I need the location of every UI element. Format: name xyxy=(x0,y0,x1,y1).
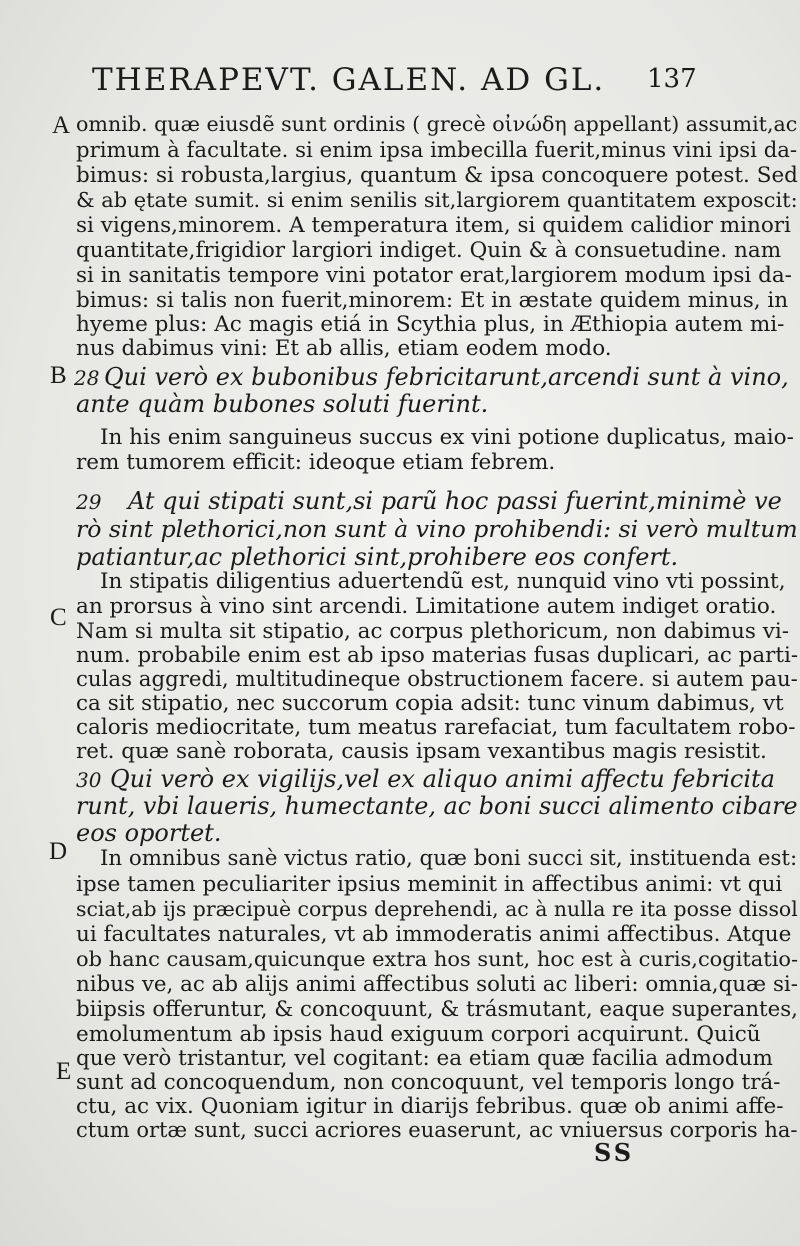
comment-line: emolumentum ab ipsis haud exiguum corpori acquirunt. Quicũ xyxy=(76,1022,761,1047)
text-line: & ab ętate sumit. si enim senilis sit,largiorem quantitatem exposcit: xyxy=(76,188,798,212)
comment-line: rem tumorem efficit: ideoque etiam febrem. xyxy=(76,450,556,475)
comment-line: ipse tamen peculiariter ipsius meminit in affectibus animi: vt qui xyxy=(76,872,783,897)
comment-line: culas aggredi, multitudineque obstructionem facere. si autem pau- xyxy=(76,667,798,692)
comment-line: ctum ortæ sunt, succi acriores euaserunt, ac vniuersus corporis ha- xyxy=(76,1118,798,1142)
text-line: omnib. quæ eiusdẽ sunt ordinis ( grecè οἰνώδη appellant) assumit,ac xyxy=(76,112,798,136)
aphorism-number: 30 xyxy=(76,768,102,792)
margin-letter-e: E xyxy=(56,1058,72,1085)
text-line: bimus: si robusta,largius, quantum & ipsa concoquere potest. Sed xyxy=(76,163,798,188)
comment-line: In his enim sanguineus succus ex vini potione duplicatus, maio- xyxy=(100,425,794,450)
comment-line: ob hanc causam,quicunque extra hos sunt, hoc est à curis,cogitatio- xyxy=(76,947,799,971)
comment-line: biipsis offeruntur, & concoquunt, & trásmutant, eaque superantes, xyxy=(76,997,798,1022)
comment-line: sciat,ab ijs præcipuè corpus deprehendi, ac à nulla re ita posse dissol xyxy=(76,897,798,921)
running-title: THERAPEVT. GALEN. AD GL. xyxy=(92,62,606,98)
aphorism-line: runt, vbi laueris, humectante, ac boni succi alimento cibare xyxy=(76,792,798,820)
text-line: bimus: si talis non fuerit,minorem: Et in æstate quidem minus, in xyxy=(76,288,789,313)
comment-line: an prorsus à vino sint arcendi. Limitatione autem indiget oratio. xyxy=(76,594,777,619)
margin-letter-c: C xyxy=(50,604,67,631)
signature-mark: SS xyxy=(594,1138,635,1167)
aphorism-number: 29 xyxy=(76,490,102,514)
comment-line: In stipatis diligentius aduertendũ est, nunquid vino vti possint, xyxy=(100,569,786,594)
margin-letter-d: D xyxy=(49,838,68,865)
text-line: nus dabimus vini: Et ab allis, etiam eodem modo. xyxy=(76,336,612,361)
comment-line: caloris mediocritate, tum meatus rarefaciat, tum facultatem robo- xyxy=(76,715,796,740)
comment-line: ctu, ac vix. Quoniam igitur in diarijs febribus. quæ ob animi affe- xyxy=(76,1094,784,1119)
aphorism-line: patiantur,ac plethorici sint,prohibere eos confert. xyxy=(76,543,679,571)
comment-line: num. probabile enim est ab ipso materias fusas duplicari, ac parti- xyxy=(76,643,799,668)
aphorism-line: ante quàm bubones soluti fuerint. xyxy=(76,390,489,418)
text-line: si in sanitatis tempore vini potator erat,largiorem modum ipsi da- xyxy=(76,263,792,288)
comment-line: ret. quæ sanè roborata, causis ipsam vexantibus magis resistit. xyxy=(76,739,767,764)
margin-letter-b: B xyxy=(50,362,67,389)
aphorism-line: Qui verò ex vigilijs,vel ex aliquo animi affectu febricita xyxy=(110,765,775,793)
text-line: si vigens,minorem. A temperatura item, si quidem calidior minori xyxy=(76,213,791,238)
comment-line: Nam si multa sit stipatio, ac corpus plethoricum, non dabimus vi- xyxy=(76,619,790,644)
running-header xyxy=(92,62,697,98)
margin-letter-a: A xyxy=(52,112,71,139)
aphorism-number: 28 xyxy=(74,366,100,390)
text-line: hyeme plus: Ac magis etiá in Scythia plus, in Æthiopia autem mi- xyxy=(76,312,785,337)
aphorism-line: eos oportet. xyxy=(76,819,222,847)
comment-line: ca sit stipatio, nec succorum copia adsit: tunc vinum dabimus, vt xyxy=(76,691,784,716)
comment-line: ui facultates naturales, vt ab immoderatis animi affectibus. Atque xyxy=(76,922,792,947)
comment-line: In omnibus sanè victus ratio, quæ boni succi sit, instituenda est: xyxy=(100,846,798,871)
aphorism-line: rò sint plethorici,non sunt à vino prohibendi: si verò multum xyxy=(76,515,798,543)
text-line: quantitate,frigidior largiori indiget. Quin & à consuetudine. nam xyxy=(76,238,782,263)
comment-line: sunt ad concoquendum, non concoquunt, vel temporis longo trá- xyxy=(76,1070,781,1095)
comment-line: que verò tristantur, vel cogitant: ea etiam quæ facilia admodum xyxy=(76,1046,773,1071)
comment-line: nibus ve, ac ab alijs animi affectibus soluti ac liberi: omnia,quæ si- xyxy=(76,972,798,997)
aphorism-line: At qui stipati sunt,si parũ hoc passi fuerint,minimè ve xyxy=(128,487,782,515)
aphorism-line: Qui verò ex bubonibus febricitarunt,arcendi sunt à vino, xyxy=(104,363,789,391)
text-line: primum à facultate. si enim ipsa imbecilla fuerit,minus vini ipsi da- xyxy=(76,138,798,163)
page-number: 137 xyxy=(647,64,697,94)
